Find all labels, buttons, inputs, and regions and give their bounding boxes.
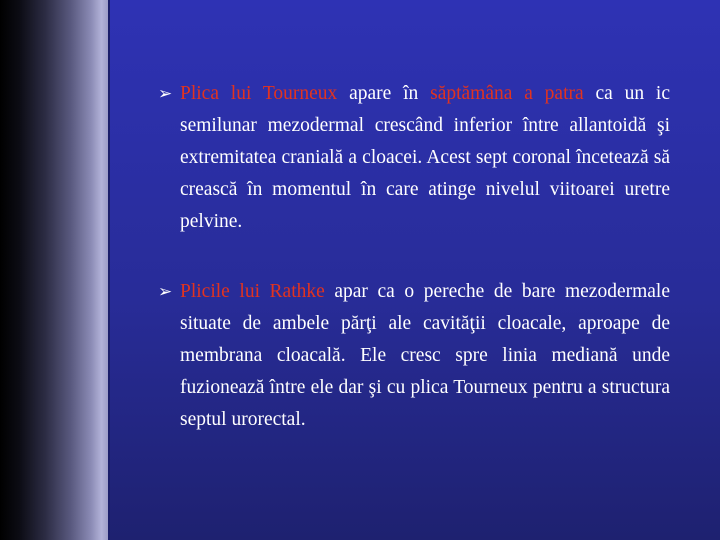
decorative-side-bar [0,0,108,540]
bullet-plicile-rathke [158,276,670,436]
slide-content [158,78,670,436]
highlight-term: Plica lui Tourneux [180,83,338,104]
side-bar-edge [108,0,110,540]
highlight-term: săptămâna a patra [430,83,584,104]
bullet-text: ca un ic semilunar mezodermal crescând inferior între allantoidă şi extremitatea cranială a cloacei. Acest sept coronal încetează să crească în momentul în care atinge nivelul viitoarei uretre pelvine. [180,83,670,232]
bullet-text: apar ca o pereche de bare mezodermale situate de ambele părţi ale cavităţii cloacale, aproape de membrana cloacală. Ele cresc spre linia mediană unde fuzionează între ele dar şi cu plica Tourneux pentru a structura septul urorectal. [180,281,670,430]
highlight-term: Plicile lui Rathke [180,281,325,302]
bullet-plica-tourneux [158,78,670,238]
bullet-text: apare în [337,83,431,104]
arrow-bullet-icon: ➢ [158,84,173,104]
arrow-bullet-icon: ➢ [158,282,173,302]
